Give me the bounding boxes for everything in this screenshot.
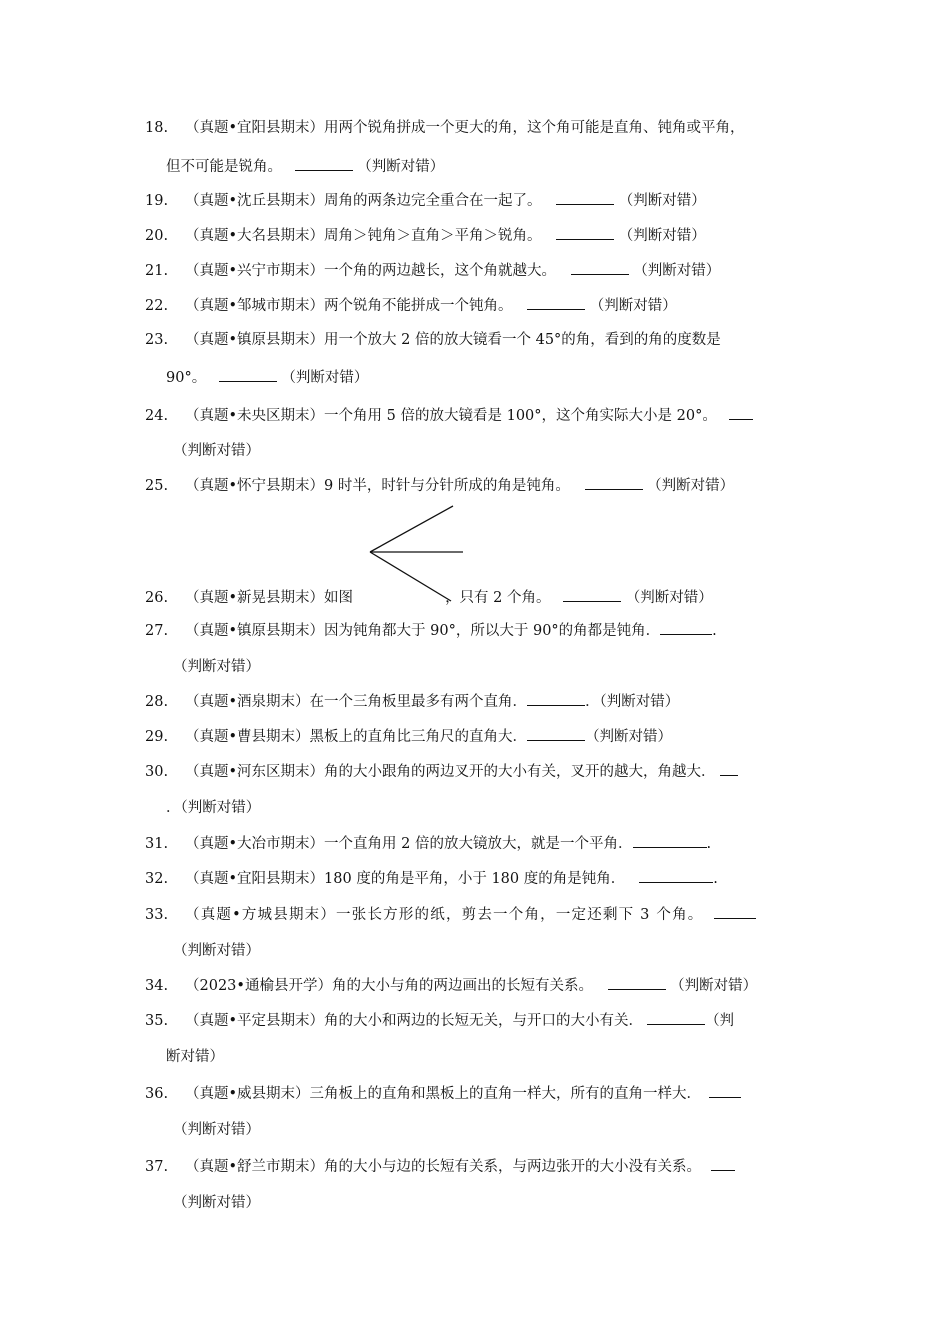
question-number: 36. bbox=[145, 1086, 169, 1102]
question-35-line2 bbox=[166, 1047, 224, 1067]
judge-hint: （判断对错） bbox=[585, 729, 673, 745]
question-text: （真题•新晃县期末）如图 bbox=[185, 590, 354, 606]
judge-hint: （判断对错） bbox=[173, 1122, 260, 1138]
question-text: 90°。 bbox=[166, 370, 207, 386]
judge-hint: （判断对错） bbox=[281, 370, 369, 386]
judge-hint: （判断对错） bbox=[173, 1195, 260, 1211]
question-36 bbox=[145, 1083, 741, 1104]
question-number: 31. bbox=[145, 836, 169, 852]
answer-blank[interactable] bbox=[585, 475, 643, 490]
answer-blank[interactable] bbox=[556, 190, 614, 205]
question-30-line2 bbox=[166, 798, 260, 818]
question-text: （真题•镇原县期末）因为钝角都大于 90°，所以大于 90°的角都是钝角． bbox=[185, 623, 661, 639]
answer-blank[interactable] bbox=[527, 295, 585, 310]
question-28 bbox=[145, 691, 679, 712]
judge-hint: （判断对错） bbox=[173, 943, 260, 959]
answer-blank[interactable] bbox=[295, 156, 353, 171]
question-text: （真题•舒兰市期末）角的大小与边的长短有关系，与两边张开的大小没有关系。 bbox=[185, 1159, 702, 1175]
line-end: . bbox=[712, 623, 717, 639]
question-number: 21. bbox=[145, 263, 169, 279]
question-23-line2 bbox=[166, 367, 368, 388]
question-text: （真题•未央区期末）一个角用 5 倍的放大镜看是 100°，这个角实际大小是 20°。 bbox=[185, 408, 717, 424]
answer-blank[interactable] bbox=[647, 1010, 705, 1025]
judge-hint: （判断对错） bbox=[589, 298, 677, 314]
question-text: （真题•大冶市期末）一个直角用 2 倍的放大镜放大，就是一个平角． bbox=[185, 836, 633, 852]
ray-upper bbox=[370, 506, 453, 552]
judge-hint: （判断对错） bbox=[633, 263, 721, 279]
question-number: 26. bbox=[145, 590, 169, 606]
question-37 bbox=[145, 1156, 735, 1177]
judge-hint: （判断对错） bbox=[618, 228, 706, 244]
answer-blank[interactable] bbox=[563, 587, 621, 602]
question-number: 34. bbox=[145, 978, 169, 994]
question-number: 29. bbox=[145, 729, 169, 745]
question-text-after-figure: ，只有 2 个角。 bbox=[445, 590, 551, 606]
question-text: （真题•怀宁县期末）9 时半，时针与分针所成的角是钝角。 bbox=[185, 478, 570, 494]
answer-blank[interactable] bbox=[527, 691, 585, 706]
judge-hint: ．（判断对错） bbox=[166, 800, 261, 816]
question-27 bbox=[145, 620, 717, 641]
question-33 bbox=[145, 904, 756, 925]
question-text: （真题•曹县期末）黑板上的直角比三角尺的直角大． bbox=[185, 729, 528, 745]
question-26 bbox=[145, 587, 713, 608]
question-20 bbox=[145, 225, 706, 246]
answer-blank[interactable] bbox=[556, 225, 614, 240]
question-number: 24. bbox=[145, 408, 169, 424]
answer-blank[interactable] bbox=[527, 726, 585, 741]
answer-blank[interactable] bbox=[714, 904, 756, 919]
question-number: 20. bbox=[145, 228, 169, 244]
judge-hint: （判 bbox=[705, 1013, 735, 1029]
question-text: 但不可能是锐角。 bbox=[166, 159, 282, 175]
question-text: （真题•酒泉期末）在一个三角板里最多有两个直角． bbox=[185, 694, 528, 710]
answer-blank[interactable] bbox=[608, 975, 666, 990]
question-30 bbox=[145, 761, 738, 782]
question-text: （真题•大名县期末）周角＞钝角＞直角＞平角＞锐角。 bbox=[185, 228, 542, 244]
question-number: 22. bbox=[145, 298, 169, 314]
question-23 bbox=[145, 330, 721, 350]
question-33-line2 bbox=[173, 941, 260, 961]
question-text: （真题•平定县期末）角的大小和两边的长短无关，与开口的大小有关． bbox=[185, 1013, 644, 1029]
judge-hint: （判断对错） bbox=[173, 443, 260, 459]
question-25 bbox=[145, 475, 734, 496]
question-number: 25. bbox=[145, 478, 169, 494]
line-end: . bbox=[706, 836, 712, 852]
answer-blank[interactable] bbox=[720, 761, 738, 776]
judge-hint: （判断对错） bbox=[647, 478, 735, 494]
question-37-line2 bbox=[173, 1193, 260, 1213]
question-number: 18. bbox=[145, 120, 169, 136]
question-text: （真题•宜阳县期末）用两个锐角拼成一个更大的角，这个角可能是直角、钝角或平角， bbox=[185, 120, 745, 136]
answer-blank[interactable] bbox=[639, 868, 713, 883]
question-number: 33. bbox=[145, 907, 169, 923]
question-32 bbox=[145, 868, 718, 889]
question-34 bbox=[145, 975, 757, 996]
question-27-line2 bbox=[173, 657, 260, 677]
question-number: 35. bbox=[145, 1013, 169, 1029]
question-text: （真题•镇原县期末）用一个放大 2 倍的放大镜看一个 45°的角，看到的角的度数是 bbox=[185, 332, 721, 348]
judge-hint: （判断对错） bbox=[618, 193, 706, 209]
question-number: 32. bbox=[145, 871, 169, 887]
judge-hint: 断对错） bbox=[166, 1049, 224, 1065]
judge-hint: ．（判断对错） bbox=[585, 694, 680, 710]
answer-blank[interactable] bbox=[219, 367, 277, 382]
question-text: （真题•沈丘县期末）周角的两条边完全重合在一起了。 bbox=[185, 193, 542, 209]
question-number: 28. bbox=[145, 694, 169, 710]
question-number: 37. bbox=[145, 1159, 169, 1175]
judge-hint: （判断对错） bbox=[357, 159, 445, 175]
question-text: （真题•河东区期末）角的大小跟角的两边叉开的大小有关，叉开的越大，角越大． bbox=[185, 764, 716, 780]
question-18-line2 bbox=[166, 156, 444, 177]
answer-blank[interactable] bbox=[633, 833, 707, 848]
question-31 bbox=[145, 833, 711, 854]
answer-blank[interactable] bbox=[571, 260, 629, 275]
answer-blank[interactable] bbox=[729, 405, 753, 420]
question-29 bbox=[145, 726, 672, 747]
question-number: 19. bbox=[145, 193, 169, 209]
question-number: 23. bbox=[145, 332, 169, 348]
question-24 bbox=[145, 405, 753, 426]
judge-hint: （判断对错） bbox=[173, 659, 260, 675]
judge-hint: （判断对错） bbox=[625, 590, 713, 606]
question-number: 27. bbox=[145, 623, 169, 639]
question-text: （真题•邹城市期末）两个锐角不能拼成一个钝角。 bbox=[185, 298, 513, 314]
question-text: （2023•通榆县开学）角的大小与角的两边画出的长短有关系。 bbox=[185, 978, 593, 994]
question-19 bbox=[145, 190, 706, 211]
question-36-line2 bbox=[173, 1120, 260, 1140]
question-21 bbox=[145, 260, 720, 281]
question-text: （真题•兴宁市期末）一个角的两边越长，这个角就越大。 bbox=[185, 263, 557, 279]
question-18 bbox=[145, 118, 745, 138]
question-text: （真题•威县期末）三角板上的直角和黑板上的直角一样大，所有的直角一样大． bbox=[185, 1086, 702, 1102]
question-22 bbox=[145, 295, 677, 316]
answer-blank[interactable] bbox=[660, 620, 712, 635]
question-text: （真题•宜阳县期末）180 度的角是平角，小于 180 度的角是钝角． bbox=[185, 871, 626, 887]
question-number: 30. bbox=[145, 764, 169, 780]
answer-blank[interactable] bbox=[709, 1083, 741, 1098]
answer-blank[interactable] bbox=[711, 1156, 735, 1171]
question-35 bbox=[145, 1010, 734, 1031]
judge-hint: （判断对错） bbox=[670, 978, 758, 994]
question-24-line2 bbox=[173, 441, 260, 461]
question-text: （真题•方城县期末）一张长方形的纸，剪去一个角，一定还剩下 3 个角。 bbox=[185, 907, 704, 923]
line-end: . bbox=[713, 871, 718, 887]
